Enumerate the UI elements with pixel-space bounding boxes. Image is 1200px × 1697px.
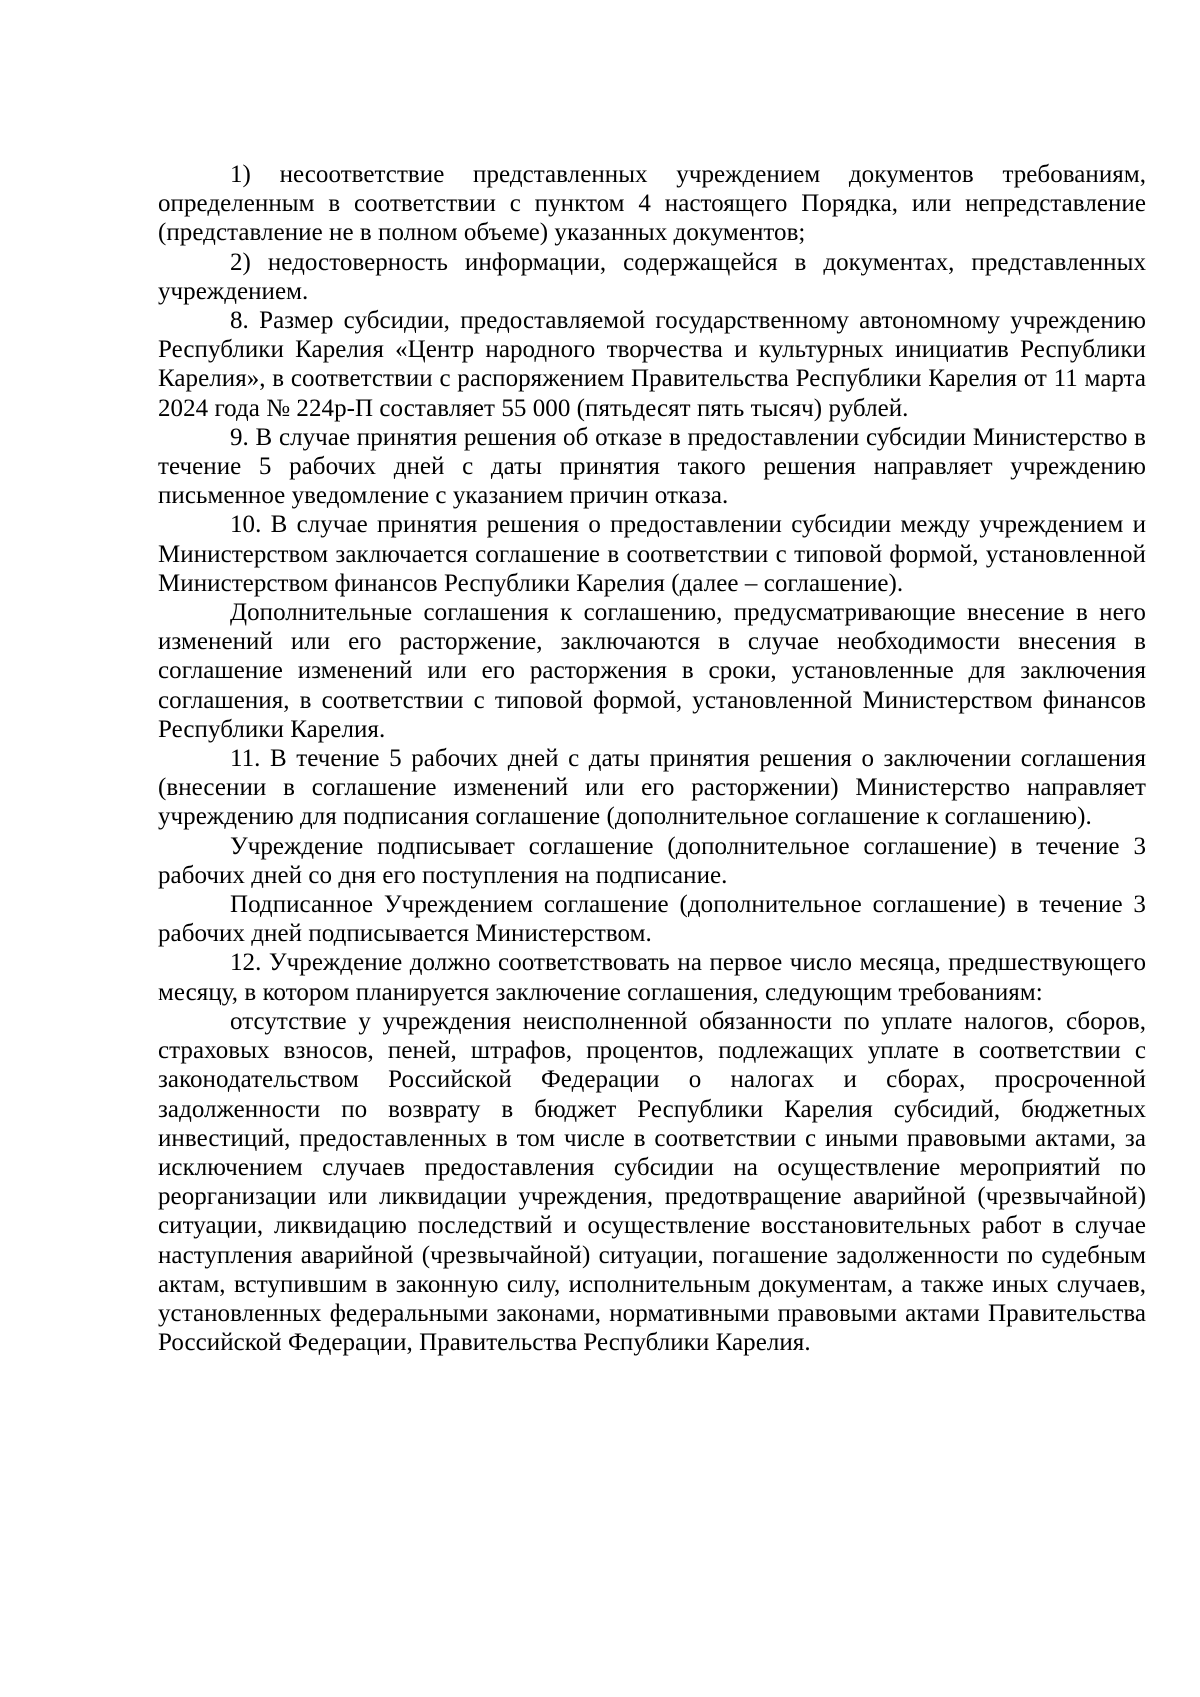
paragraph-clause-10: 10. В случае принятия решения о предоставлении субсидии между учреждением и Министерством заключается соглашение в соответствии с типовой формой, установленной Министерством финансов Республики Карелия (далее – соглашение). [158,511,1146,597]
paragraph-item-1-reason: 1) несоответствие представленных учреждением документов требованиям, определенным в соответствии с пунктом 4 настоящего Порядка, или непредставление (представление не в полном объеме) указанных документов; [158,161,1146,247]
paragraph-requirement-no-debt: отсутствие у учреждения неисполненной обязанности по уплате налогов, сборов, страховых взносов, пеней, штрафов, процентов, подлежащих уплате в соответствии с законодательством Российской Федерации о налогах и сборах, просроченной задолженности по возврату в бюджет Республики Карелия субсидий, бюджетных инвестиций, предоставленных в том числе в соответствии с иными правовыми актами, за исключением случаев предоставления субсидии на осуществление мероприятий по реорганизации или ликвидации учреждения, предотвращение аварийной (чрезвычайной) ситуации, ликвидацию последствий и осуществление восстановительных работ в случае наступления аварийной (чрезвычайной) ситуации, погашение задолженности по судебным актам, вступившим в законную силу, исполнительным документам, а также иных случаев, установленных федеральными законами, нормативными правовыми актами Правительства Российской Федерации, Правительства Республики Карелия. [158,1007,1146,1357]
paragraph-signing-by-institution: Учреждение подписывает соглашение (дополнительное соглашение) в течение 3 рабочих дней со дня его поступления на подписание. [158,832,1146,889]
document-body [158,160,1146,1357]
paragraph-clause-8: 8. Размер субсидии, предоставляемой государственному автономному учреждению Республики Карелия «Центр народного творчества и культурных инициатив Республики Карелия», в соответствии с распоряжением Правительства Республики Карелия от 11 марта 2024 года № 224р-П составляет 55 000 (пятьдесят пять тысяч) рублей. [158,307,1146,422]
paragraph-clause-12: 12. Учреждение должно соответствовать на первое число месяца, предшествующего месяцу, в котором планируется заключение соглашения, следующим требованиям: [158,949,1146,1006]
paragraph-clause-9: 9. В случае принятия решения об отказе в предоставлении субсидии Министерство в течение 5 рабочих дней с даты принятия такого решения направляет учреждению письменное уведомление с указанием причин отказа. [158,423,1146,510]
paragraph-clause-11: 11. В течение 5 рабочих дней с даты принятия решения о заключении соглашения (внесении в соглашение изменений или его расторжении) Министерство направляет учреждению для подписания соглашение (дополнительное соглашение к соглашению). [158,745,1146,831]
paragraph-signing-by-ministry: Подписанное Учреждением соглашение (дополнительное соглашение) в течение 3 рабочих дней подписывается Министерством. [158,891,1146,948]
paragraph-additional-agreements: Дополнительные соглашения к соглашению, предусматривающие внесение в него изменений или его расторжение, заключаются в случае необходимости внесения в соглашение изменений или его расторжения в сроки, установленные для заключения соглашения, в соответствии с типовой формой, установленной Министерством финансов Республики Карелия. [158,599,1146,743]
paragraph-item-2-reason: 2) недостоверность информации, содержащейся в документах, представленных учреждением. [158,248,1146,305]
